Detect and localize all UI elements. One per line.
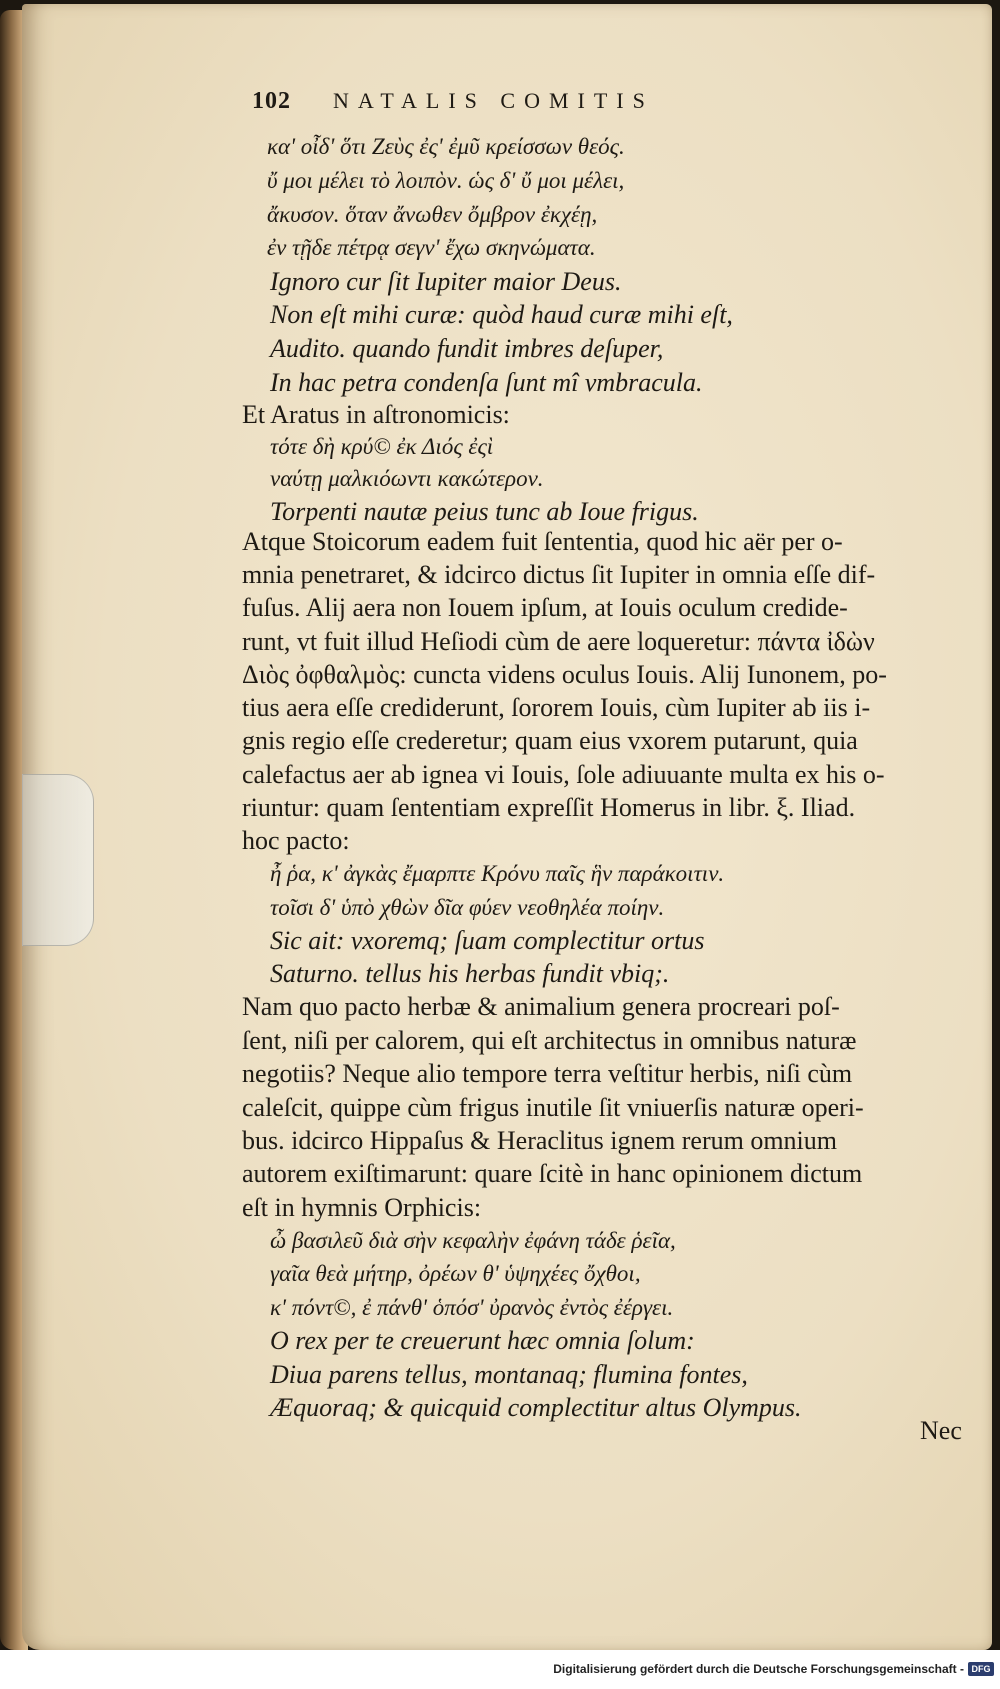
- text-line: riuntur: quam ſententiam expreſſit Homerus in libr. ξ. Iliad.: [242, 793, 856, 822]
- text-line: Atque Stoicorum eadem fuit ſententia, quod hic aër per o-: [242, 527, 843, 556]
- text-line: calefactus aer ab ignea vi Iouis, ſole adiuuante multa ex his o-: [242, 760, 885, 789]
- text-line: ſent, niſi per calorem, qui eſt architectus in omnibus naturæ: [242, 1026, 857, 1055]
- text-line: ὦ βασιλεῦ διὰ σὴν κεφαλὴν ἐφάνη τάδε ῥεῖα,: [270, 1228, 676, 1253]
- text-line: Saturno. tellus his herbas fundit vbiq;.: [270, 959, 670, 988]
- text-line: ναύτῃ μαλκιόωντι κακώτερον.: [270, 466, 544, 491]
- digitization-footer: [0, 1650, 1000, 1689]
- text-line: Sic ait: vxoremq; ſuam complectitur ortus: [270, 926, 705, 955]
- text-line: Non eſt mihi curæ: quòd haud curæ mihi eſt,: [270, 300, 733, 329]
- text-line: κα' οἶδ' ὅτι Ζεὺς ἐς' ἐμῦ κρείσσων θεός.: [267, 134, 625, 159]
- page-clip: [22, 774, 94, 946]
- text-line: gnis regio eſſe crederetur; quam eius vxorem putarunt, quia: [242, 726, 858, 755]
- running-title: NATALIS COMITIS: [333, 88, 654, 113]
- text-line: negotiis? Neque alio tempore terra veſtitur herbis, niſi cùm: [242, 1059, 853, 1088]
- text-line: ἐν τῇδε πέτρᾳ σεγν' ἔχω σκηνώματα.: [267, 235, 596, 260]
- text-line: runt, vt fuit illud Heſiodi cùm de aere loqueretur: πάντα ἰδὼν: [242, 627, 875, 656]
- text-line: fuſus. Alij aera non Iouem ipſum, at Iouis oculum credide-: [242, 593, 848, 622]
- text-line: ὔ μοι μέλει τὸ λοιπὸν. ὡς δ' ὔ μοι μέλει,: [267, 168, 625, 193]
- text-line: ἄκυσον. ὅταν ἄνωθεν ὄμβρον ἐκχέῃ,: [267, 202, 598, 227]
- text-line: caleſcit, quippe cùm frigus inutile ſit vniuerſis naturæ operi-: [242, 1093, 864, 1122]
- text-line: bus. idcirco Hippaſus & Heraclitus ignem rerum omnium: [242, 1126, 837, 1155]
- text-line: κ' πόντ©, ἐ πάνθ' ὁπόσ' ὐρανὸς ἐντὸς ἐέργει.: [270, 1295, 674, 1320]
- text-line: Æquoraq; & quicquid complectitur altus Olympus.: [270, 1393, 802, 1422]
- text-line: Διὸς ὀφθαλμὸς: cuncta videns oculus Iouis. Alij Iunonem, po-: [242, 660, 887, 689]
- funding-credit: Digitalisierung gefördert durch die Deutsche Forschungsgemeinschaft -: [553, 1662, 964, 1676]
- text-line: τότε δὴ κρύ© ἐκ Διός ἐςὶ: [270, 434, 494, 459]
- text-line: Et Aratus in aſtronomicis:: [242, 400, 510, 429]
- text-line: Ignoro cur ſit Iupiter maior Deus.: [270, 267, 622, 296]
- text-line: hoc pacto:: [242, 826, 350, 855]
- page-header: [252, 88, 800, 115]
- text-line: γαῖα θεὰ μήτηρ, ὀρέων θ' ὑψηχέες ὄχθοι,: [270, 1261, 641, 1286]
- text-line: eſt in hymnis Orphicis:: [242, 1193, 482, 1222]
- text-line: mnia penetraret, & idcirco dictus ſit Iupiter in omnia eſſe dif-: [242, 560, 876, 589]
- text-line: Diua parens tellus, montanaq; flumina fontes,: [270, 1360, 748, 1389]
- text-line: In hac petra condenſa ſunt mî vmbracula.: [270, 368, 703, 397]
- text-line: Torpenti nautæ peius tunc ab Ioue frigus.: [270, 497, 699, 526]
- catchword: Nec: [920, 1416, 962, 1445]
- text-line: Nam quo pacto herbæ & animalium genera procreari poſ-: [242, 992, 840, 1021]
- text-line: tius aera eſſe crediderunt, ſororem Iouis, cùm Iupiter ab iis i-: [242, 693, 871, 722]
- text-line: ἦ ῥα, κ' ἀγκὰς ἔμαρπτε Κρόνυ παῖς ἣν παράκοιτιν.: [270, 861, 725, 886]
- dfg-logo: DFG: [968, 1662, 994, 1676]
- text-line: Audito. quando fundit imbres deſuper,: [270, 334, 664, 363]
- text-line: O rex per te creuerunt hæc omnia ſolum:: [270, 1326, 695, 1355]
- text-line: autorem exiſtimarunt: quare ſcitè in hanc opinionem dictum: [242, 1159, 863, 1188]
- page-number: 102: [252, 88, 291, 114]
- text-line: τοῖσι δ' ὑπὸ χθὼν δῖα φύεν νεοθηλέα ποίην.: [270, 895, 665, 920]
